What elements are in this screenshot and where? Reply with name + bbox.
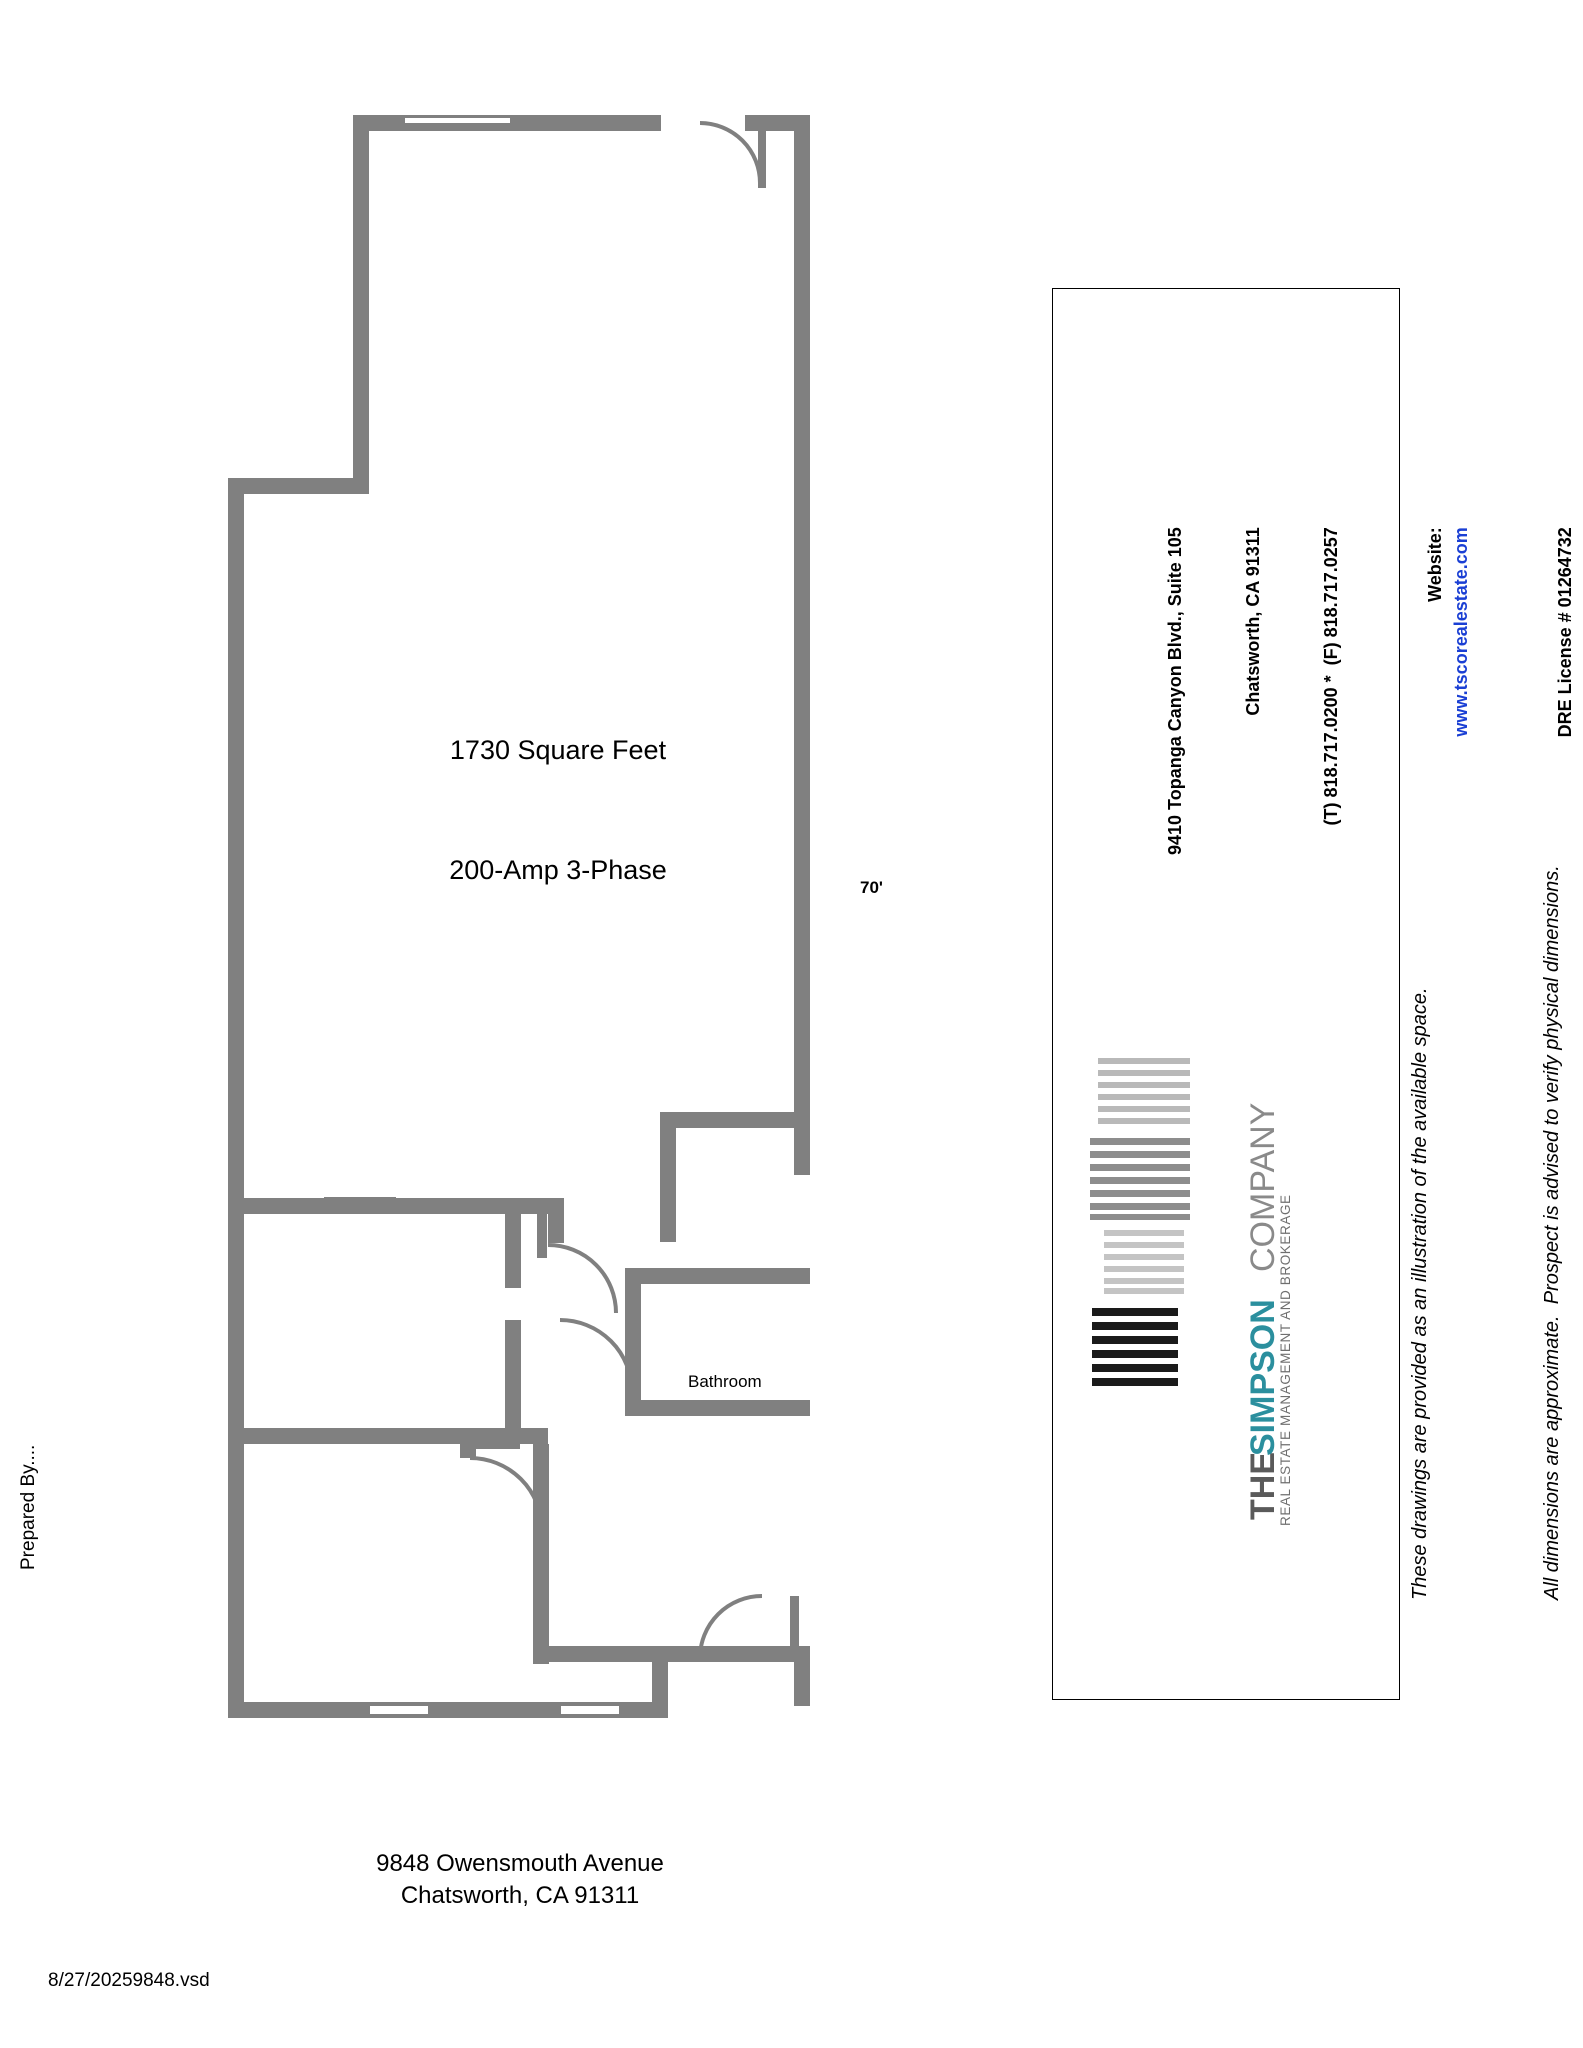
property-address (240, 1848, 800, 1912)
contact-address: 9410 Topanga Canyon Blvd., Suite 105 (1165, 527, 1185, 855)
area-electrical: 200-Amp 3-Phase (449, 855, 667, 885)
website-link[interactable]: www.tscorealestate.com (1451, 527, 1471, 737)
address-street: 9848 Owensmouth Avenue (376, 1850, 664, 1877)
area-square-feet: 1730 Square Feet (449, 735, 667, 765)
logo-tagline: REAL ESTATE MANAGEMENT AND BROKERAGE (1278, 1194, 1293, 1526)
contact-license: DRE License # 01264732 (1555, 527, 1575, 738)
logo-text-the: THE (1244, 1452, 1282, 1520)
room-label-bathroom: Bathroom (688, 1372, 762, 1391)
document-filename: 8/27/20259848.vsd (48, 1970, 210, 1991)
disclaimer-line-1: These drawings are provided as an illustration of the available space. (1409, 987, 1431, 1600)
area-label (398, 650, 718, 970)
disclaimer-block (1310, 865, 1583, 1600)
prepared-by-label: Prepared By.... (18, 1444, 39, 1570)
logo-text-company: COMPANY (1244, 1102, 1282, 1272)
company-contact-block (1110, 527, 1583, 855)
company-logo (1090, 1020, 1320, 1540)
dimension-70ft: 70' (860, 878, 883, 897)
logo-text-simpson: SIMPSON (1244, 1299, 1282, 1456)
contact-website-row (1396, 527, 1500, 855)
contact-city: Chatsworth, CA 91311 (1243, 527, 1263, 716)
logo-mark-icon (1090, 1050, 1200, 1420)
address-city-state-zip: Chatsworth, CA 91311 (400, 1882, 640, 1909)
logo-wordmark (1198, 1010, 1318, 1530)
contact-phone: (T) 818.717.0200 * (F) 818.717.0257 (1321, 527, 1341, 826)
website-label: Website: (1425, 527, 1445, 602)
disclaimer-line-2: All dimensions are approximate. Prospect is advised to verify physical dimensions. (1541, 865, 1563, 1600)
